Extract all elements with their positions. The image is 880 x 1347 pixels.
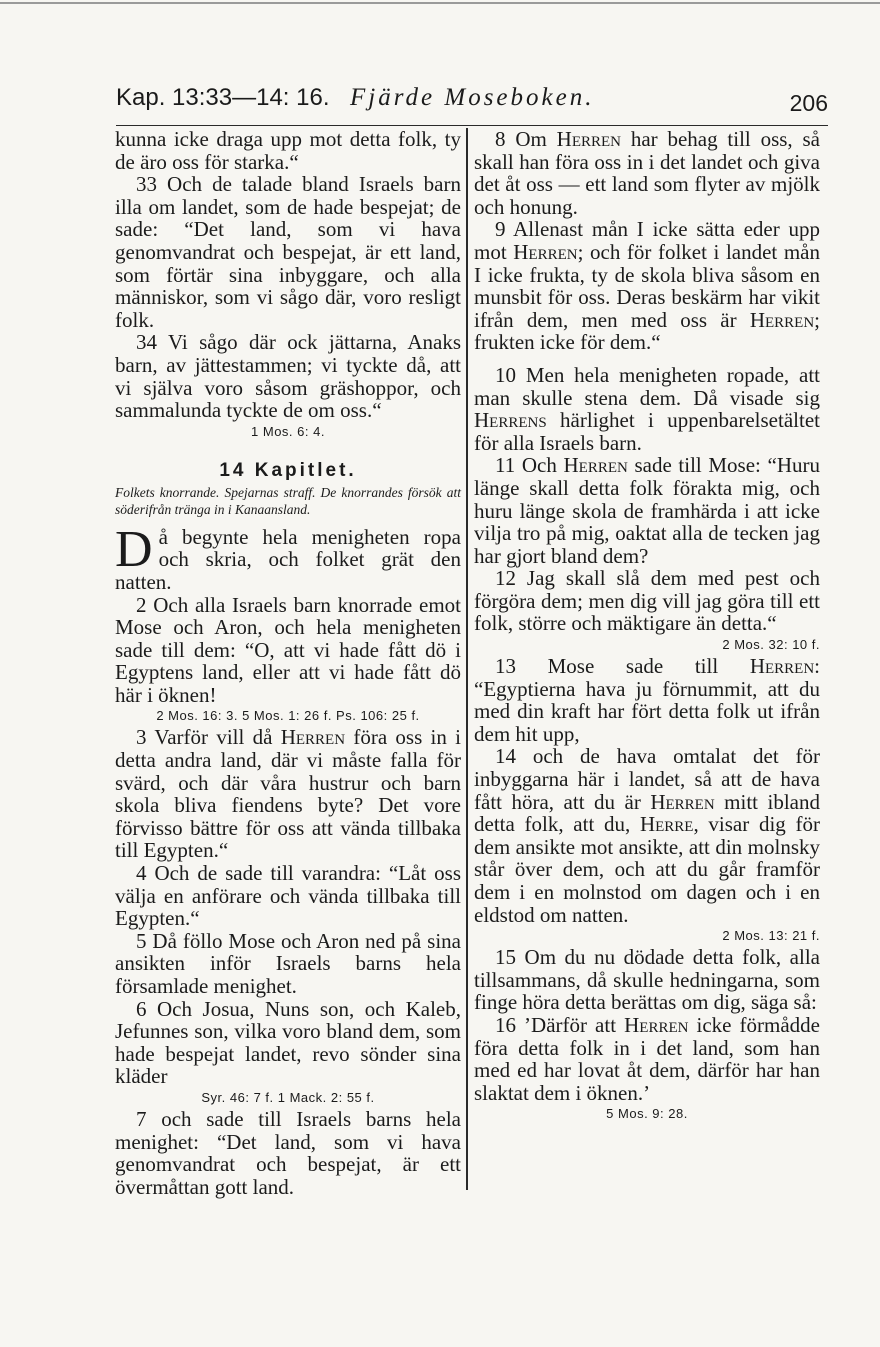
lord-name: Herren [650, 789, 715, 814]
text: icke förmådde föra detta folk in i det land, som han med ed har lovat åt dem, därför har han slaktat dem i öknen.’ [474, 1012, 820, 1105]
text: ; och för folket i landet mån I icke frukta, ty de skola bliva såsom en munsbit för oss. Deras beskärm har vikit ifrån dem, men med oss är [474, 239, 820, 332]
lord-name: Herren [563, 453, 628, 478]
chapter-heading: 14 Kapitlet. [219, 459, 357, 481]
verse-8 [474, 128, 820, 218]
top-edge-line [0, 2, 880, 4]
page-header [116, 84, 828, 120]
cross-reference: 5 Mos. 9: 28. [606, 1106, 688, 1122]
lord-name: Herren [556, 127, 621, 151]
verse-15: 15 Om du nu dödade detta folk, alla tillsammans, då skulle hedningarna, som finge höra detta berättas om dig, säga så: [474, 945, 820, 1015]
verse-continuation: kunna icke draga upp mot detta folk, ty de äro oss för starka.“ [115, 127, 461, 174]
page-number: 206 [789, 90, 828, 116]
text: 16 ’Därför att [495, 1012, 625, 1037]
verse-7: 7 och sade till Israels barns hela menighet: “Det land, som vi hava genomvandrat och bespejat, är ett övermåttan gott land. [115, 1106, 461, 1199]
verse-34: 34 Vi sågo där ock jättarna, Anaks barn, av jättestammen; vi tyckte då, att vi själva voro såsom gräshoppor, och sammalunda tyckte de om oss.“ [115, 330, 461, 423]
lord-name: Herren [749, 307, 815, 332]
text: härlighet i uppenbarelsetältet för alla Israels barn. [474, 408, 820, 455]
lord-name: Herren [624, 1012, 689, 1037]
text: har behag till oss, så skall han föra oss in i det landet och giva det åt oss — ett land som flyter av mjölk och honung. [474, 127, 820, 219]
verse-5: 5 Då föllo Mose och Aron ned på sina ansikten inför Israels barns hela församlade menighet. [115, 928, 461, 998]
text: föra oss in i detta andra land, där vi måste falla för svärd, och där våra hustrur och barn skola bliva fiendens byte? Det vore förvisso bättre för oss att vända tillbaka till Egypten.“ [115, 725, 461, 863]
verse-13 [474, 655, 820, 745]
verse-1-text: å begynte hela menigheten ropa och skria, och folket grät den natten. [115, 524, 461, 594]
verse-1 [115, 520, 461, 594]
cross-reference: Syr. 46: 7 f. 1 Mack. 2: 55 f. [201, 1089, 375, 1105]
verse-9 [474, 218, 820, 354]
verse-6: 6 Och Josua, Nuns son, och Kaleb, Jefunnes son, vilka voro bland dem, som hade bespejat landet, revo sönder sina kläder [115, 996, 461, 1089]
text: 3 Varför vill då [136, 725, 281, 750]
left-column [115, 128, 461, 1198]
lord-name: Herren [513, 239, 578, 264]
cross-reference: 2 Mos. 13: 21 f. [722, 928, 820, 944]
cross-reference: 1 Mos. 6: 4. [251, 423, 325, 439]
right-column [474, 128, 820, 1124]
column-divider [466, 128, 468, 1190]
book-title: Fjärde Moseboken. [350, 84, 595, 111]
verse-14 [474, 745, 820, 926]
chapter-reference: Kap. 13:33—14: 16. [116, 84, 330, 111]
text: 9 Allenast mån I icke sätta eder upp mot [474, 217, 820, 264]
text: ; frukten icke för dem.“ [474, 307, 820, 355]
text: : “Egyptierna hava ju förnummit, att du med din kraft har fört detta folk ut ifrån dem hit upp, [474, 654, 820, 746]
cross-reference: 2 Mos. 32: 10 f. [722, 637, 820, 653]
verse-16 [474, 1014, 820, 1104]
text: , visar dig för dem ansikte mot ansikte, att din molnsky står över dem, och att du går framför dem i en molnstod om dagen och i en eldstod om natten. [474, 812, 820, 927]
drop-cap: D [115, 520, 153, 578]
header-rule [116, 125, 828, 126]
verse-12: 12 Jag skall slå dem med pest och förgöra dem; men dig vill jag göra till ett folk, större och mäktigare än detta.“ [474, 566, 820, 636]
text: 10 Men hela menigheten ropade, att man skulle stena dem. Då visade sig [474, 362, 820, 410]
text: mitt ibland detta folk, att du, [474, 789, 821, 837]
verse-11 [474, 454, 820, 567]
verse-33: 33 Och de talade bland Israels barn illa om landet, som de hade bespejat; de sade: “Det land, som vi hava genomvandrat och bespejat, är ett land, som förtär sina inbyggare, och alla människor, som vi sågo där, voro resligt folk. [115, 172, 461, 332]
cross-reference: 2 Mos. 16: 3. 5 Mos. 1: 26 f. Ps. 106: 25 f. [156, 708, 420, 724]
text: 13 Mose sade till [495, 654, 750, 679]
text: 14 och de hava omtalat det för inbyggarna här i landet, så att de hava fått höra, att du är [474, 744, 820, 814]
text: sade till Mose: “Huru länge skall detta folk förakta mig, och huru länge skola de framhärda i att icke vilja tro på mig, oaktat alla de tecken jag har gjort bland dem? [474, 453, 820, 568]
verse-2: 2 Och alla Israels barn knorrade emot Mose och Aron, och hela menigheten sade till dem: “O, att vi hade fått dö i Egyptens land, eller att vi hade fått dö här i öknen! [115, 592, 461, 707]
lord-name: Herre [639, 812, 694, 837]
verse-4: 4 Och de sade till varandra: “Låt oss välja en anförare och vända tillbaka till Egypten.“ [115, 861, 461, 931]
text: 8 Om [495, 127, 557, 151]
lord-name: Herren [280, 725, 346, 750]
verse-10 [474, 364, 820, 454]
lord-name: Herren [749, 654, 815, 679]
verse-3 [115, 726, 461, 862]
text: 11 Och [495, 453, 564, 478]
chapter-summary: Folkets knorrande. Spejarnas straff. De knorrandes försök att söderifrån tränga in i Kanaansland. [115, 484, 461, 517]
lord-name: Herrens [474, 408, 547, 433]
